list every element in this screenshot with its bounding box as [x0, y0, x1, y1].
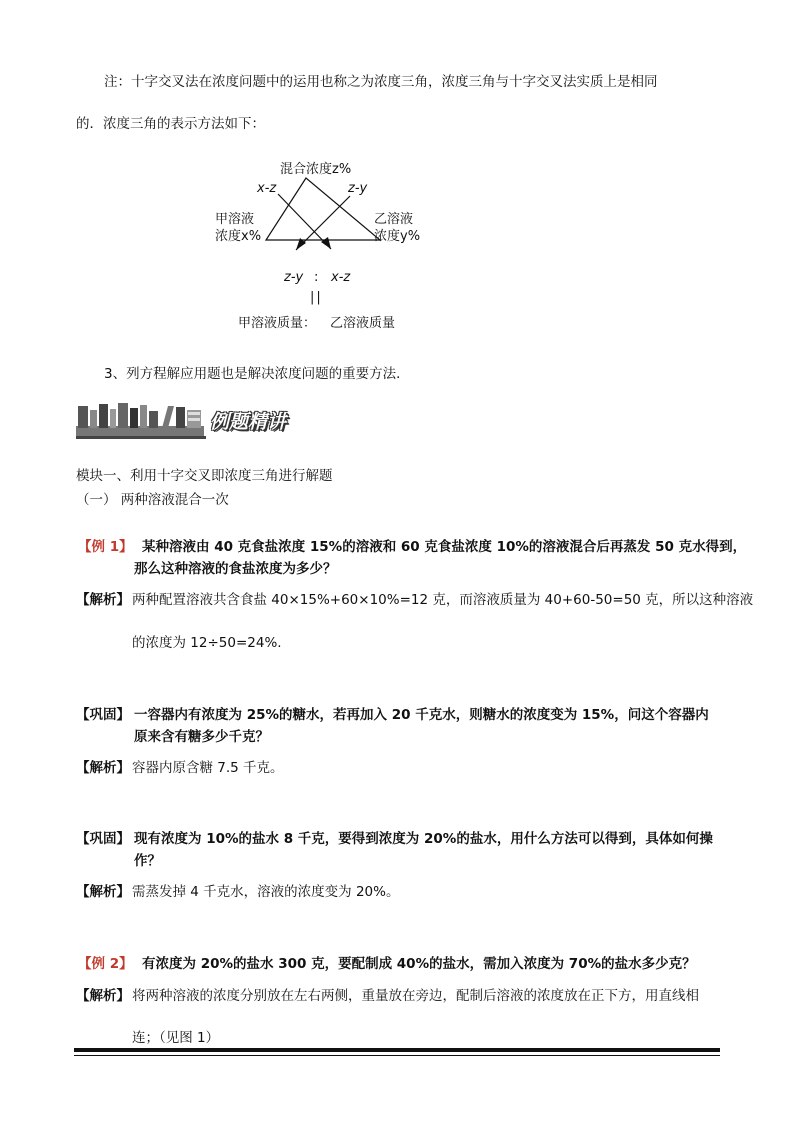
equal-sign: ||: [310, 290, 323, 305]
ratio-colon: :: [314, 270, 319, 285]
consolidation-1-question-line-1: 一容器内有浓度为 25%的糖水，若再加入 20 千克水，则糖水的浓度变为 15%，问这个容器内: [134, 707, 709, 723]
triangle-graphic: [200, 150, 440, 340]
consolidation-1-solution-tag: 【解析】: [76, 760, 130, 776]
example-1-question-line-2: 那么这种溶液的食盐浓度为多少？: [134, 561, 337, 577]
module-subtitle: （一） 两种溶液混合一次: [76, 492, 229, 508]
example-2-tag: 【例 2】: [78, 956, 133, 972]
example-1-question-line-1: 某种溶液由 40 克食盐浓度 15%的溶液和 60 克食盐浓度 10%的溶液混合后再蒸发 50 克水得到，: [142, 539, 747, 555]
consolidation-2-question-line-1: 现有浓度为 10%的盐水 8 千克，要得到浓度为 20%的盐水，用什么方法可以得到，具体如何操: [134, 831, 713, 847]
left-difference-label: x-z: [257, 181, 277, 196]
consolidation-1-question-line-2: 原来含有糖多少千克？: [134, 729, 269, 745]
example-2-solution-line-1: 将两种溶液的浓度分别放在左右两侧，重量放在旁边，配制后溶液的浓度放在正下方，用直线相: [132, 988, 699, 1004]
consolidation-1-solution-line-1: 容器内原含糖 7.5 千克。: [132, 760, 284, 776]
footer-rule-thin: [74, 1055, 720, 1056]
consolidation-2-question-line-2: 作？: [134, 853, 161, 869]
example-2-solution-tag: 【解析】: [76, 988, 130, 1004]
left-solution-concentration: 浓度x%: [215, 229, 262, 244]
mass-right-label: 乙溶液质量: [330, 316, 396, 331]
mixed-concentration-label: 混合浓度z%: [280, 162, 352, 177]
note-line-1: 注：十字交叉法在浓度问题中的运用也称之为浓度三角，浓度三角与十字交叉法实质上是相同: [104, 74, 658, 90]
concentration-triangle-diagram: [200, 150, 440, 340]
example-2-question-line-1: 有浓度为 20%的盐水 300 克，要配制成 40%的盐水，需加入浓度为 70%的盐水多少克？: [142, 956, 696, 972]
example-1-tag: 【例 1】: [78, 539, 133, 555]
point-3-text: 3、列方程解应用题也是解决浓度问题的重要方法．: [104, 366, 410, 382]
banner-title: 例题精讲: [210, 411, 287, 433]
consolidation-2-solution-tag: 【解析】: [76, 884, 130, 900]
consolidation-2-solution-line-1: 需蒸发掉 4 千克水，溶液的浓度变为 20%。: [132, 884, 400, 900]
consolidation-1-tag: 【巩固】: [76, 707, 130, 723]
books-icon: [76, 400, 206, 440]
mass-left-label: 甲溶液质量：: [238, 316, 317, 331]
example-1-solution-line-1: 两种配置溶液共含食盐 40×15%+60×10%=12 克，而溶液质量为 40+60-50=50 克，所以这种溶液: [132, 592, 754, 608]
left-solution-name: 甲溶液: [215, 212, 255, 227]
example-1-solution-line-2: 的浓度为 12÷50=24%.: [132, 635, 282, 651]
note-line-2: 的．浓度三角的表示方法如下：: [76, 116, 265, 132]
section-banner: [76, 400, 306, 440]
ratio-left-label: z-y: [284, 270, 304, 285]
module-title: 模块一、利用十字交叉即浓度三角进行解题: [76, 468, 333, 484]
ratio-right-label: x-z: [331, 270, 351, 285]
right-solution-concentration: 浓度y%: [374, 229, 421, 244]
footer-rule-thick: [74, 1048, 720, 1052]
right-solution-name: 乙溶液: [374, 212, 414, 227]
consolidation-2-tag: 【巩固】: [76, 831, 130, 847]
right-difference-label: z-y: [348, 181, 368, 196]
example-1-solution-tag: 【解析】: [76, 592, 130, 608]
arrowhead-right: [321, 237, 331, 249]
example-2-solution-line-2: 连；（见图 1）: [132, 1030, 220, 1046]
